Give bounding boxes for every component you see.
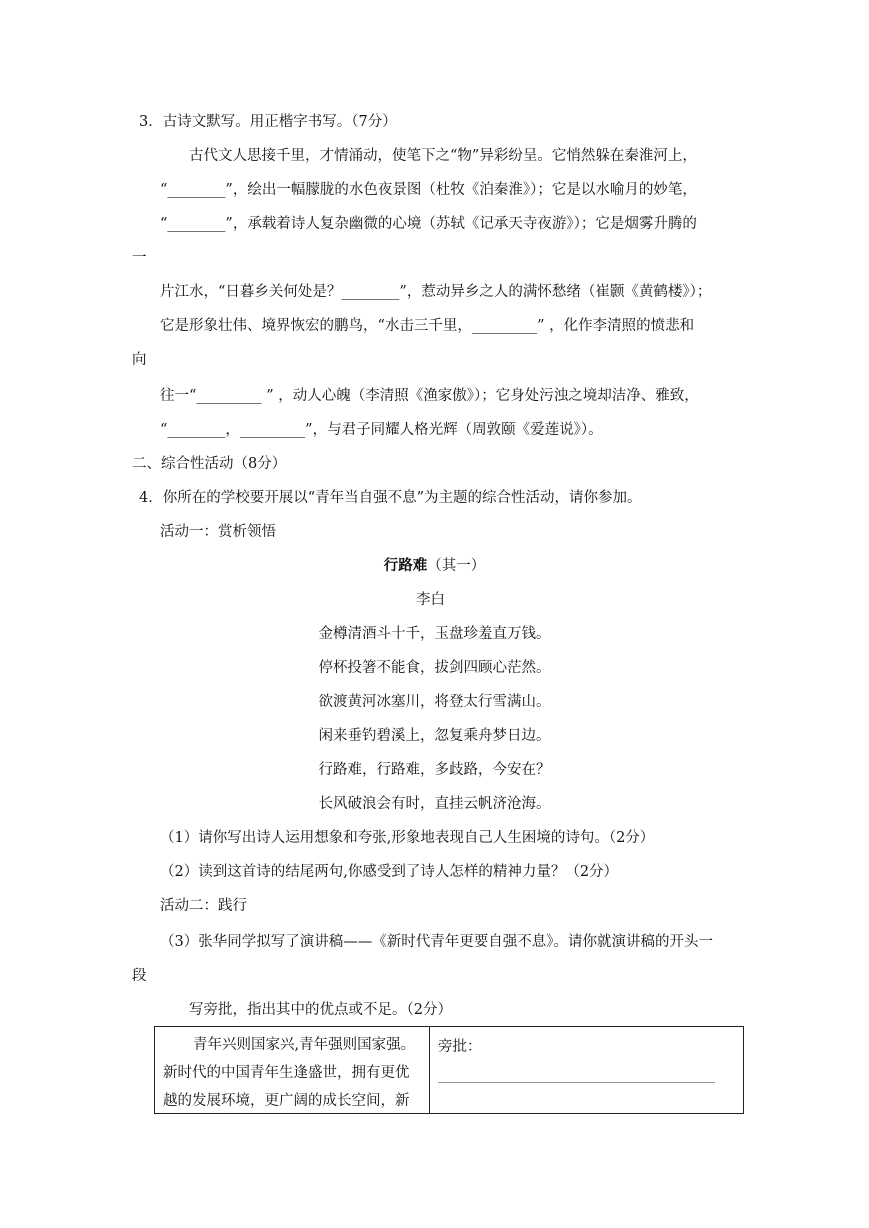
- q3-line-2: “________”，绘出一幅朦胧的水色夜景图（杜牧《泊秦淮》）；它是以水喻月的妙笔，: [160, 182, 697, 198]
- activity2-label: 活动二：践行: [160, 898, 247, 914]
- q3-line-8: 往一“_________ ” ，动人心魄（李清照《渔家傲》）；它身处污浊之境却洁净、雅致，: [160, 388, 699, 404]
- activity1-label: 活动一：赏析领悟: [160, 524, 276, 540]
- poem-title-line: [0, 556, 869, 576]
- sub-question-2: （2）读到这首诗的结尾两句,你感受到了诗人怎样的精神力量？（2分）: [160, 864, 619, 880]
- q4-heading: 4．你所在的学校要开展以“青年当自强不息”为主题的综合性活动，请你参加。: [139, 490, 642, 506]
- poem-line-5: 行路难，行路难，多歧路，今安在？: [318, 762, 551, 778]
- section2-heading: 二、综合性活动（8分）: [132, 456, 287, 472]
- q3-line-9: “________，_________”，与君子同耀人格光辉（周敦颐《爱莲说》）。: [160, 422, 603, 438]
- sub-question-1: （1）请你写出诗人运用想象和夸张,形象地表现自己人生困境的诗句。（2分）: [160, 830, 655, 846]
- speech-excerpt-cell: [155, 1027, 430, 1113]
- poem-line-6: 长风破浪会有时，直挂云帆济沧海。: [318, 796, 551, 812]
- annotation-write-line[interactable]: [438, 1082, 715, 1083]
- poem-line-1: 金樽清酒斗十千，玉盘珍羞直万钱。: [318, 626, 551, 642]
- annotation-label: 旁批：: [438, 1039, 482, 1055]
- sub-question-3-line-1: （3）张华同学拟写了演讲稿——《新时代青年更要自强不息》。请你就演讲稿的开头一: [160, 934, 713, 950]
- q3-heading: 3．古诗文默写。用正楷字书写。（7分）: [139, 114, 397, 130]
- excerpt-line-2: 新时代的中国青年生逢盛世，拥有更优: [163, 1065, 410, 1081]
- q3-line-3: “________”，承载着诗人复杂幽微的心境（苏轼《记承天寺夜游》）；它是烟雾升腾的: [160, 216, 697, 232]
- q3-line-6: 它是形象壮伟、境界恢宏的鹏鸟，“水击三千里，_________” ，化作李清照的愤悲和: [160, 318, 695, 334]
- q3-line-1: 古代文人思接千里，才情涌动，使笔下之“物”异彩纷呈。它悄然躲在秦淮河上，: [189, 148, 697, 164]
- excerpt-line-1: 青年兴则国家兴,青年强则国家强。: [193, 1037, 416, 1053]
- poem-line-3: 欲渡黄河冰塞川，将登太行雪满山。: [318, 694, 551, 710]
- q3-line-7: 向: [132, 352, 147, 368]
- poem-subtitle: （其一）: [427, 558, 486, 574]
- poem-line-2: 停杯投箸不能食，拔剑四顾心茫然。: [318, 660, 551, 676]
- poem-line-4: 闲来垂钓碧溪上，忽复乘舟梦日边。: [318, 728, 551, 744]
- q3-line-4: 一: [132, 250, 147, 266]
- sub-question-3-line-2: 段: [132, 968, 147, 984]
- poem-author: 李白: [416, 592, 445, 608]
- annotation-cell[interactable]: [430, 1027, 743, 1113]
- poem-title: 行路难: [383, 558, 428, 574]
- sub-question-3-line-3: 写旁批，指出其中的优点或不足。（2分）: [189, 1002, 452, 1018]
- q3-line-5: 片江水，“日暮乡关何处是？________”，惹动异乡之人的满怀愁绪（崔颢《黄鹤楼》）；: [160, 284, 712, 300]
- excerpt-line-3: 越的发展环境，更广阔的成长空间，新: [163, 1093, 410, 1109]
- annotation-table: [154, 1026, 744, 1114]
